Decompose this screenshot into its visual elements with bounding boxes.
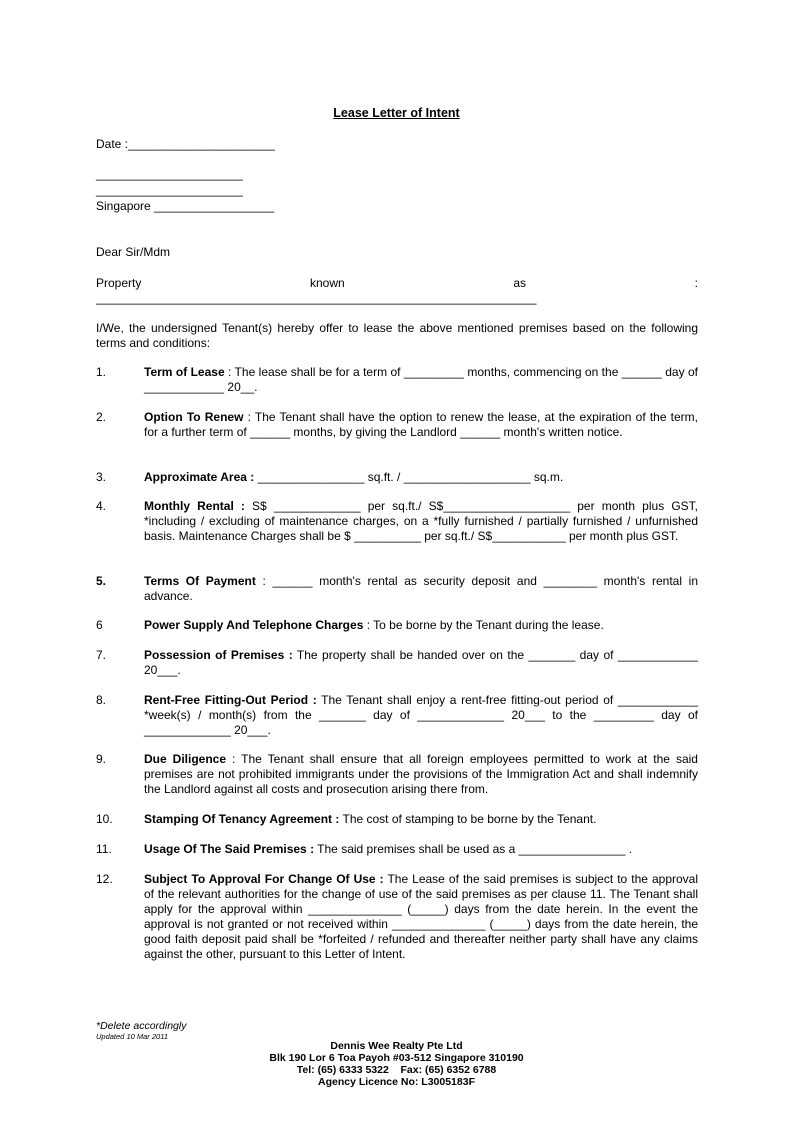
document-title: Lease Letter of Intent xyxy=(333,106,460,120)
term-heading: Option To Renew xyxy=(144,410,244,424)
property-known-as-row xyxy=(96,276,698,291)
term-number: 6 xyxy=(96,618,103,632)
as-word: as xyxy=(513,276,527,290)
term-heading: Stamping Of Tenancy Agreement : xyxy=(144,812,340,826)
intro-paragraph xyxy=(96,321,698,351)
term-body: The said premises shall be used as a ________________ . xyxy=(314,842,633,856)
company-contact: Tel: (65) 6333 5322 Fax: (65) 6352 6788 xyxy=(296,1064,497,1076)
term-heading: Terms Of Payment xyxy=(144,574,256,588)
singapore-line: Singapore __________________ xyxy=(96,199,275,213)
term-body: The Lease of the said premises is subject to the approval of the relevant authorities for the change of use of the said premises as per clause 11. The Tenant shall apply for the approval within ______________ (_____) days from the date herein. In the event the approval is not granted or not received within ______________ (_____) days from the date herein, the good faith deposit paid shall be *forfeited / refunded and thereafter neither party shall have any claims against the other, pursuant to this Letter of Intent. xyxy=(144,872,698,961)
company-address: Blk 190 Lor 6 Toa Payoh #03-512 Singapore 310190 xyxy=(269,1052,524,1064)
delete-accordingly-note: *Delete accordingly xyxy=(96,1020,187,1032)
term-heading: Possession of Premises : xyxy=(144,648,293,662)
term-number: 1. xyxy=(96,365,107,379)
company-name: Dennis Wee Realty Pte Ltd xyxy=(330,1040,463,1052)
term-heading: Monthly Rental : xyxy=(144,499,245,513)
term-number: 3. xyxy=(96,470,107,484)
term-body: : ______ month's rental as security deposit and ________ month's rental in advance. xyxy=(144,574,699,603)
term-body: ________________ sq.ft. / ___________________ sq.m. xyxy=(254,470,564,484)
term-body: : The lease shall be for a term of _________ months, commencing on the ______ day of ____________ 20__. xyxy=(144,365,698,394)
known-word: known xyxy=(310,276,345,290)
term-number: 2. xyxy=(96,410,107,424)
agency-licence: Agency Licence No: L3005183F xyxy=(318,1076,475,1088)
term-number: 5. xyxy=(96,574,107,588)
address-line-2: ______________________ xyxy=(96,183,243,197)
term-heading: Subject To Approval For Change Of Use : xyxy=(144,872,384,886)
term-body: S$ _____________ per sq.ft./ S$___________________ per month plus GST, *including / excluding of maintenance charges, on a *fully furnished / partially furnished / unfurnished basis. Maintenance Charges shall be $ __________ per sq.ft./ S$___________ per month plus GST. xyxy=(144,499,698,543)
term-number: 4. xyxy=(96,499,107,513)
date-line: Date :______________________ xyxy=(96,137,275,151)
term-body: : To be borne by the Tenant during the lease. xyxy=(363,618,604,632)
term-body: The Tenant shall enjoy a rent-free fitting-out period of ____________ *week(s) / month(s) from the _______ day of _____________ 20___ to the _________ day of _____________ 20___. xyxy=(144,693,698,737)
term-heading: Rent-Free Fitting-Out Period : xyxy=(144,693,317,707)
term-body: The cost of stamping to be borne by the Tenant. xyxy=(339,812,597,826)
salutation: Dear Sir/Mdm xyxy=(96,245,171,259)
term-body: : The Tenant shall have the option to renew the lease, at the expiration of the term, for a further term of ______ months, by giving the Landlord ______ month's written notice. xyxy=(144,410,698,439)
intro-text: I/We, the undersigned Tenant(s) hereby offer to lease the above mentioned premises based on the following terms and conditions: xyxy=(96,321,698,350)
term-heading: Power Supply And Telephone Charges xyxy=(144,618,364,632)
term-heading: Term of Lease xyxy=(144,365,225,379)
term-number: 8. xyxy=(96,693,107,707)
term-heading: Usage Of The Said Premises : xyxy=(144,842,315,856)
term-heading: Due Diligence xyxy=(144,752,227,766)
term-number: 7. xyxy=(96,648,107,662)
colon: : xyxy=(694,276,698,290)
property-word: Property xyxy=(96,276,142,290)
term-body: The property shall be handed over on the _______ day of ____________ 20___. xyxy=(144,648,698,677)
term-number: 9. xyxy=(96,752,107,766)
term-number: 12. xyxy=(96,872,113,886)
term-number: 10. xyxy=(96,812,113,826)
term-body: : The Tenant shall ensure that all foreign employees permitted to work at the said premises are not prohibited immigrants under the provisions of the Immigration Act and shall indemnify the Landlord against all costs and prosecution arising there from. xyxy=(144,752,698,796)
company-footer xyxy=(0,1040,793,1088)
address-line-1: ______________________ xyxy=(96,167,243,181)
term-heading: Approximate Area : xyxy=(144,470,255,484)
updated-date-note: Updated 10 Mar 2011 xyxy=(96,1032,168,1041)
property-blank-line: __________________________________________________________________ xyxy=(96,291,537,305)
term-number: 11. xyxy=(96,842,112,856)
